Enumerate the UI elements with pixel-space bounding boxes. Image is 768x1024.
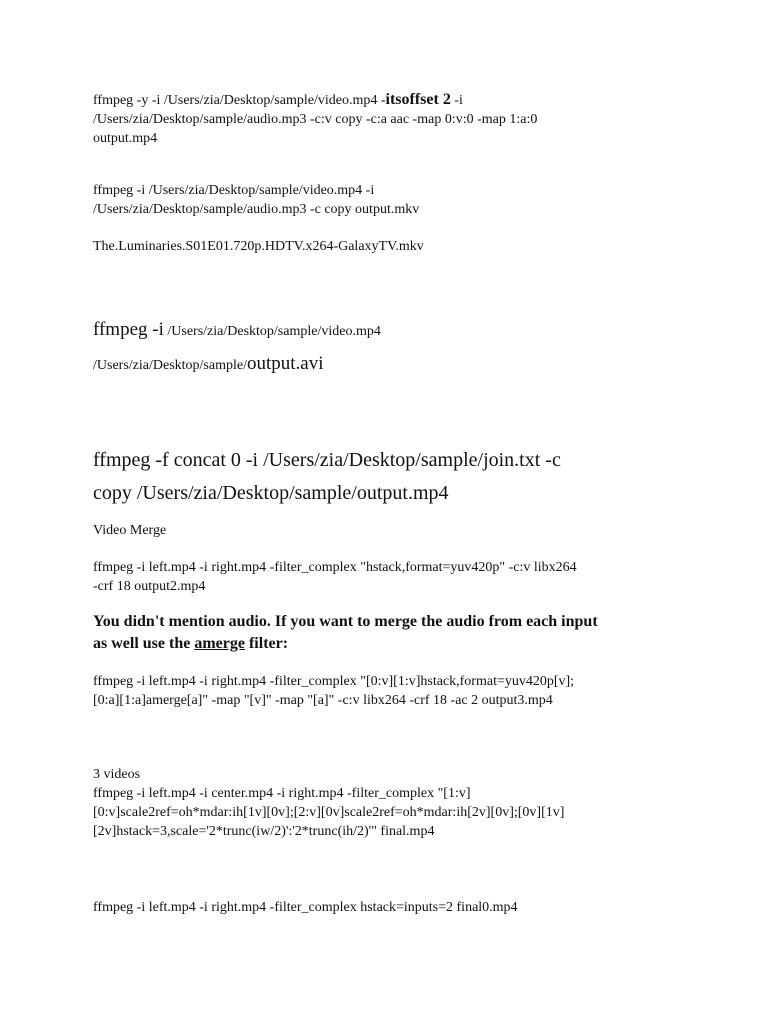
paragraph-concat-command: ffmpeg -f concat 0 -i /Users/zia/Desktop/sample/join.txt -c copy /Users/zia/Desktop/sample/output.mp4	[93, 449, 561, 504]
audio-note-text-end: filter:	[244, 635, 289, 652]
paragraph-amerge-command: ffmpeg -i left.mp4 -i right.mp4 -filter_complex "[0:v][1:v]hstack,format=yuv420p[v]; [0:a][1:a]amerge[a]" -map "[v]" -map "[a]" -c:v libx264 -crf 18 -ac 2 output3.mp4	[93, 674, 575, 708]
command-text-continued: -i /Users/zia/Desktop/sample/audio.mp3 -c:v copy -c:a aac -map 0:v:0 -map 1:a:0 output.mp4	[93, 93, 538, 146]
paragraph-mkv-command: ffmpeg -i /Users/zia/Desktop/sample/video.mp4 -i /Users/zia/Desktop/sample/audio.mp3 -c copy output.mkv	[93, 183, 420, 217]
avi-command-prefix: ffmpeg -i	[93, 319, 164, 340]
amerge-link[interactable]: amerge	[194, 635, 245, 652]
paragraph-final0-command: ffmpeg -i left.mp4 -i right.mp4 -filter_complex hstack=inputs=2 final0.mp4	[93, 900, 518, 915]
paragraph-audio-note	[93, 611, 693, 655]
avi-input-path: /Users/zia/Desktop/sample/video.mp4	[163, 324, 381, 339]
audio-note-text: You didn't mention audio. If you want to merge the audio from each input as well use the	[93, 613, 598, 652]
avi-output-file: output.avi	[246, 353, 324, 374]
paragraph-itsoffset-command	[93, 90, 693, 148]
paragraph-hstack-command: ffmpeg -i left.mp4 -i right.mp4 -filter_complex "hstack,format=yuv420p" -c:v libx264 -crf 18 output2.mp4	[93, 560, 577, 594]
itsoffset-bold-text: itsoffset 2	[385, 91, 451, 108]
paragraph-avi-command	[93, 314, 693, 382]
paragraph-three-videos-command: 3 videos ffmpeg -i left.mp4 -i center.mp4 -i right.mp4 -filter_complex "[1:v] [0:v]scale2ref=oh*mdar:ih[1v][0v];[2:v][0v]scale2ref=oh*mdar:ih[2v][0v];[0v][1v] [2v]hstack=3,scale='2*trunc(iw/2)':'2*trunc(ih/2)'" final.mp4	[93, 767, 565, 839]
avi-output-dir: /Users/zia/Desktop/sample/	[93, 358, 247, 373]
paragraph-filename: The.Luminaries.S01E01.720p.HDTV.x264-GalaxyTV.mkv	[93, 239, 424, 254]
heading-video-merge: Video Merge	[93, 523, 167, 538]
command-text: ffmpeg -y -i /Users/zia/Desktop/sample/video.mp4 -	[93, 93, 386, 108]
